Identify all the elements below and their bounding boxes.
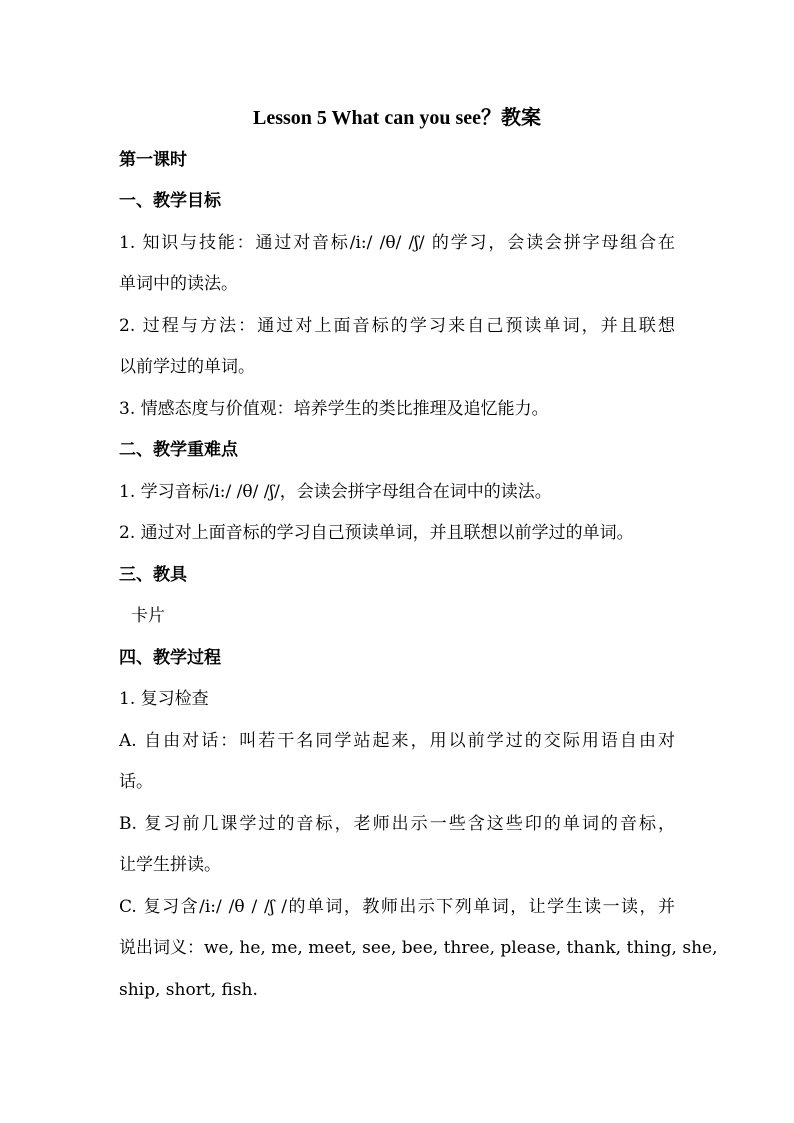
heading-teaching-objectives: 一、教学目标 <box>119 191 221 211</box>
process-step-1-review: 1. 复习检查 <box>119 689 209 709</box>
process-b-line-2: 让学生拼读。 <box>119 855 221 875</box>
key-point-1: 1. 学习音标/i:/ /θ/ /ʃ/，会读会拼字母组合在词中的读法。 <box>119 482 552 502</box>
objective-1-line-2: 单词中的读法。 <box>119 274 238 294</box>
key-point-2: 2. 通过对上面音标的学习自己预读单词，并且联想以前学过的单词。 <box>119 523 634 543</box>
document-title: Lesson 5 What can you see？教案 <box>253 107 541 129</box>
objective-1-line-1: 1. 知识与技能：通过对音标/i:/ /θ/ /ʃ/ 的学习，会读会拼字母组合在 <box>119 233 675 253</box>
process-c-line-2: 说出词义：we, he, me, meet, see, bee, three, please, thank, thing, she, <box>119 938 718 958</box>
teaching-aid-cards: 卡片 <box>131 606 165 626</box>
process-b-line-1: B. 复习前几课学过的音标，老师出示一些含这些印的单词的音标， <box>119 814 675 834</box>
process-a-line-1: A. 自由对话：叫若干名同学站起来，用以前学过的交际用语自由对 <box>119 731 675 751</box>
objective-2-line-1: 2. 过程与方法：通过对上面音标的学习来自己预读单词，并且联想 <box>119 316 675 336</box>
objective-3: 3. 情感态度与价值观：培养学生的类比推理及追忆能力。 <box>119 399 549 419</box>
process-c-line-1: C. 复习含/i:/ /θ / /ʃ /的单词，教师出示下列单词，让学生读一读，并 <box>119 897 675 917</box>
objective-2-line-2: 以前学过的单词。 <box>119 357 255 377</box>
process-a-line-2: 话。 <box>119 772 153 792</box>
section-lesson-period: 第一课时 <box>119 150 187 170</box>
heading-key-points: 二、教学重难点 <box>119 440 238 460</box>
heading-teaching-process: 四、教学过程 <box>119 648 221 668</box>
heading-teaching-aids: 三、教具 <box>119 565 187 585</box>
process-c-line-3: ship, short, fish. <box>119 980 258 1000</box>
